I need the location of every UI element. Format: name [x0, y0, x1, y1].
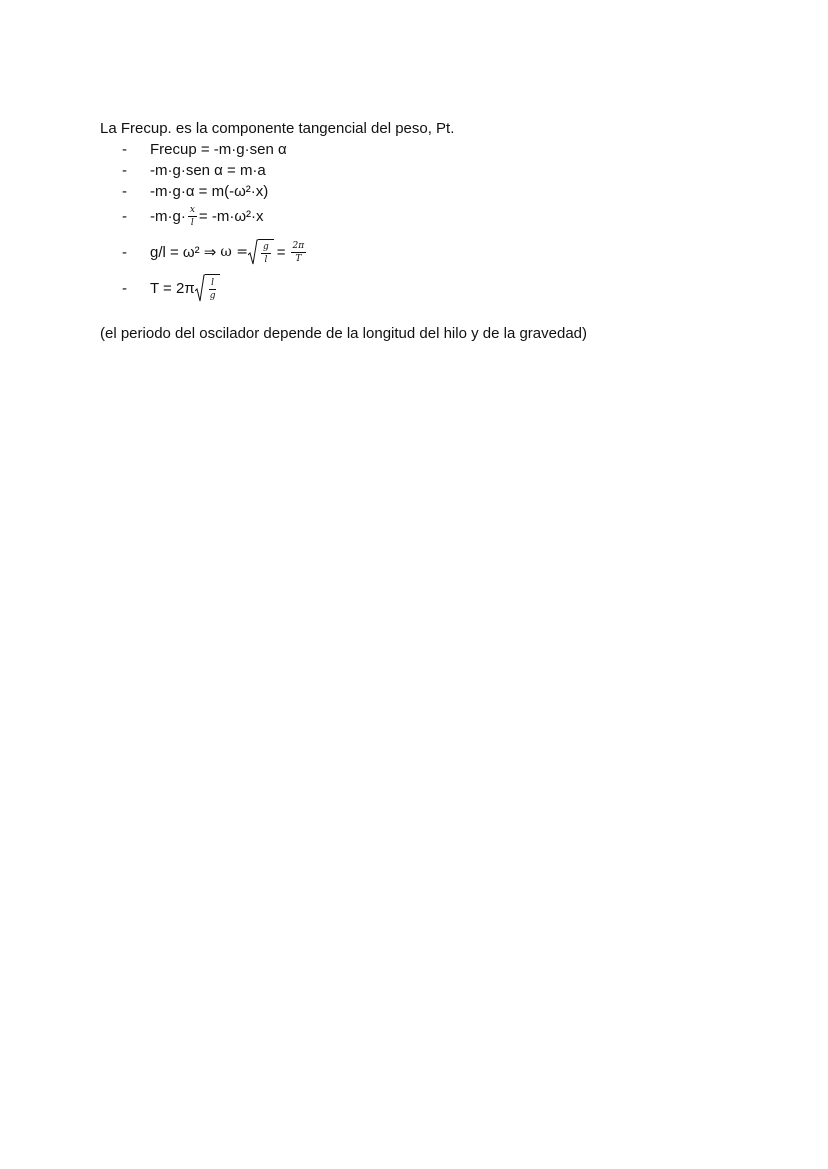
equation-newton: -m·g·sen α = m·a — [150, 162, 266, 179]
fraction-numerator: x — [189, 205, 195, 215]
fraction — [291, 241, 307, 264]
list-item — [122, 141, 287, 158]
equation-period — [150, 274, 220, 302]
equation-part: g/l = ω² ⇒ — [150, 244, 217, 261]
fraction-numerator: g — [263, 241, 269, 252]
radical-sign-icon — [195, 274, 205, 302]
equation-part: -m·g· — [150, 208, 186, 225]
list-bullet: - — [122, 279, 127, 297]
fraction-denominator: l — [264, 254, 268, 265]
equation-part: = -m·ω²·x — [198, 208, 264, 225]
equation-part: T = 2π — [150, 279, 195, 297]
square-root — [248, 239, 274, 265]
fraction-denominator: T — [295, 253, 302, 264]
equation-displacement — [150, 205, 264, 228]
fraction — [188, 205, 197, 228]
list-item — [122, 183, 268, 200]
list-bullet: - — [122, 141, 127, 158]
square-root — [195, 274, 221, 302]
list-bullet: - — [122, 162, 127, 179]
fraction-numerator: 2π — [292, 240, 305, 251]
conclusion-paragraph: (el periodo del oscilador depende de la longitud del hilo y de la gravedad) — [100, 325, 588, 342]
list-item — [122, 274, 220, 302]
equation-part: ω = — [220, 244, 248, 260]
fraction-denominator: l — [190, 218, 194, 228]
list-item — [122, 205, 264, 228]
fraction-numerator: l — [211, 277, 215, 288]
equation-part: = — [276, 243, 286, 261]
fraction — [208, 278, 218, 301]
equation-restoring-force: Frecup = -m·g·sen α — [150, 141, 287, 158]
list-item — [122, 162, 266, 179]
equation-angular-frequency — [150, 239, 308, 265]
fraction-denominator: g — [209, 290, 216, 301]
radical-sign-icon — [248, 239, 258, 265]
list-bullet: - — [122, 243, 127, 261]
list-item — [122, 239, 308, 265]
list-bullet: - — [122, 183, 127, 200]
list-bullet: - — [122, 208, 127, 225]
radicand — [205, 274, 221, 302]
equation-small-angle: -m·g·α = m(-ω²·x) — [150, 183, 269, 200]
fraction — [261, 242, 271, 265]
intro-paragraph: La Frecup. es la componente tangencial del peso, Pt. — [100, 120, 455, 137]
radicand — [258, 239, 274, 265]
